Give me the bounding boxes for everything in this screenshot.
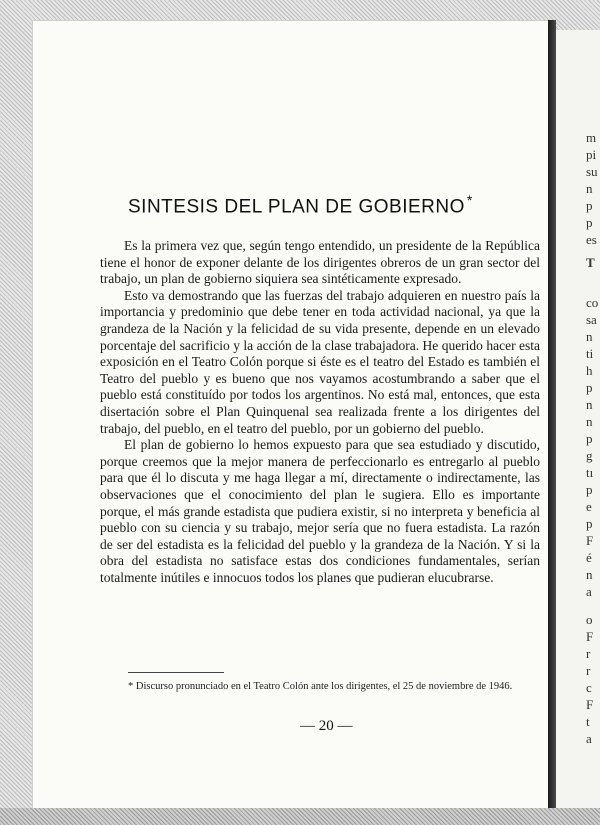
adjacent-fragment: n (586, 329, 593, 344)
footnote (108, 680, 538, 693)
adjacent-fragment: T (586, 255, 595, 270)
adjacent-fragment: n (586, 397, 593, 412)
adjacent-fragment: p (586, 380, 593, 395)
adjacent-fragment: co (586, 295, 599, 310)
footnote-rule (128, 672, 224, 673)
adjacent-fragment: r (586, 663, 591, 678)
book-gutter (548, 20, 556, 820)
adjacent-fragment: r (586, 646, 591, 661)
scan-bottom-edge (0, 808, 600, 825)
paragraph: El plan de gobierno lo hemos expuesto para que sea estudiado y discutido, porque creemos que la mejor manera de perfeccionarlo es entregarlo al pueblo para que él lo discuta y me haga llegar a mí, directamente o indirectamente, las observaciones que el conocimiento del plan le sugiera. Ello es importante porque, el más grande estadista que pudiera existir, si no interpreta y beneficia al pueblo con su ciencia y su trabajo, mejor sería que no fuera estadista. La razón de ser del estadista es la felicidad del pueblo y la grandeza de la Nación. Y si la obra del estadista no satisface estas dos condiciones fundamentales, serían totalmente inútiles e innocuos todos los planes que pudieran elucubrarse. (100, 437, 540, 585)
chapter-title (128, 192, 548, 218)
adjacent-fragment: o (586, 612, 593, 627)
page-number: — 20 — (300, 718, 353, 734)
adjacent-fragment: F (586, 533, 594, 548)
adjacent-fragment: F (586, 697, 594, 712)
adjacent-fragment: p (586, 431, 593, 446)
adjacent-fragment: pi (586, 147, 597, 162)
adjacent-fragment: g (586, 448, 593, 463)
adjacent-fragment: n (586, 414, 593, 429)
adjacent-fragment: é (586, 550, 592, 565)
paragraph: Esto va demostrando que las fuerzas del trabajo adquieren en nuestro país la importancia y predominio que debe tener en toda actividad nacional, ya que la grandeza de la Nación y la felicidad de su vida presente, depende en un elevado porcentaje del sacrificio y la acción de la clase trabajadora. He querido hacer esta exposición en el Teatro Colón porque si éste es el teatro del Estado es también el Teatro del pueblo y es bueno que nos vayamos acostumbrando a saber que el pueblo está constituído por todos los argentinos. No está mal, entonces, que esta disertación sobre el Plan Quinquenal sea realizada frente a los dirigentes del trabajo, del pueblo, en el teatro del pueblo, por un gobierno del pueblo. (100, 287, 540, 436)
adjacent-fragment: e (586, 499, 592, 514)
adjacent-fragment: h (586, 363, 593, 378)
adjacent-fragment: F (586, 629, 594, 644)
adjacent-fragment: c (586, 680, 592, 695)
paragraph: Es la primera vez que, según tengo entendido, un presidente de la República tiene el honor de exponer delante de los dirigentes obreros de un gran sector del trabajo, un plan de gobierno siquiera sea sintéticamente expresado. (100, 238, 540, 287)
body-text (100, 238, 540, 586)
adjacent-fragment: es (586, 232, 597, 247)
chapter-title-text: SINTESIS DEL PLAN DE GOBIERNO (128, 196, 465, 218)
adjacent-fragment: p (586, 516, 593, 531)
adjacent-fragment: p (586, 198, 593, 213)
adjacent-fragment: t (586, 714, 590, 729)
adjacent-fragment: p (586, 482, 593, 497)
adjacent-fragment: n (586, 567, 593, 582)
adjacent-fragment: m (586, 130, 597, 145)
footnote-text: * Discurso pronunciado en el Teatro Colón ante los dirigentes, el 25 de noviembre de 1946. (128, 681, 513, 692)
footnote-marker: * (466, 192, 473, 208)
adjacent-fragment: a (586, 584, 592, 599)
adjacent-fragment: p (586, 215, 593, 230)
adjacent-page-edge (556, 30, 600, 810)
adjacent-fragment: su (586, 164, 598, 179)
adjacent-fragment: a (586, 731, 592, 746)
adjacent-fragment: ti (586, 346, 594, 361)
adjacent-fragment: sa (586, 312, 597, 327)
adjacent-fragment: tı (586, 465, 594, 480)
adjacent-fragment: n (586, 181, 593, 196)
